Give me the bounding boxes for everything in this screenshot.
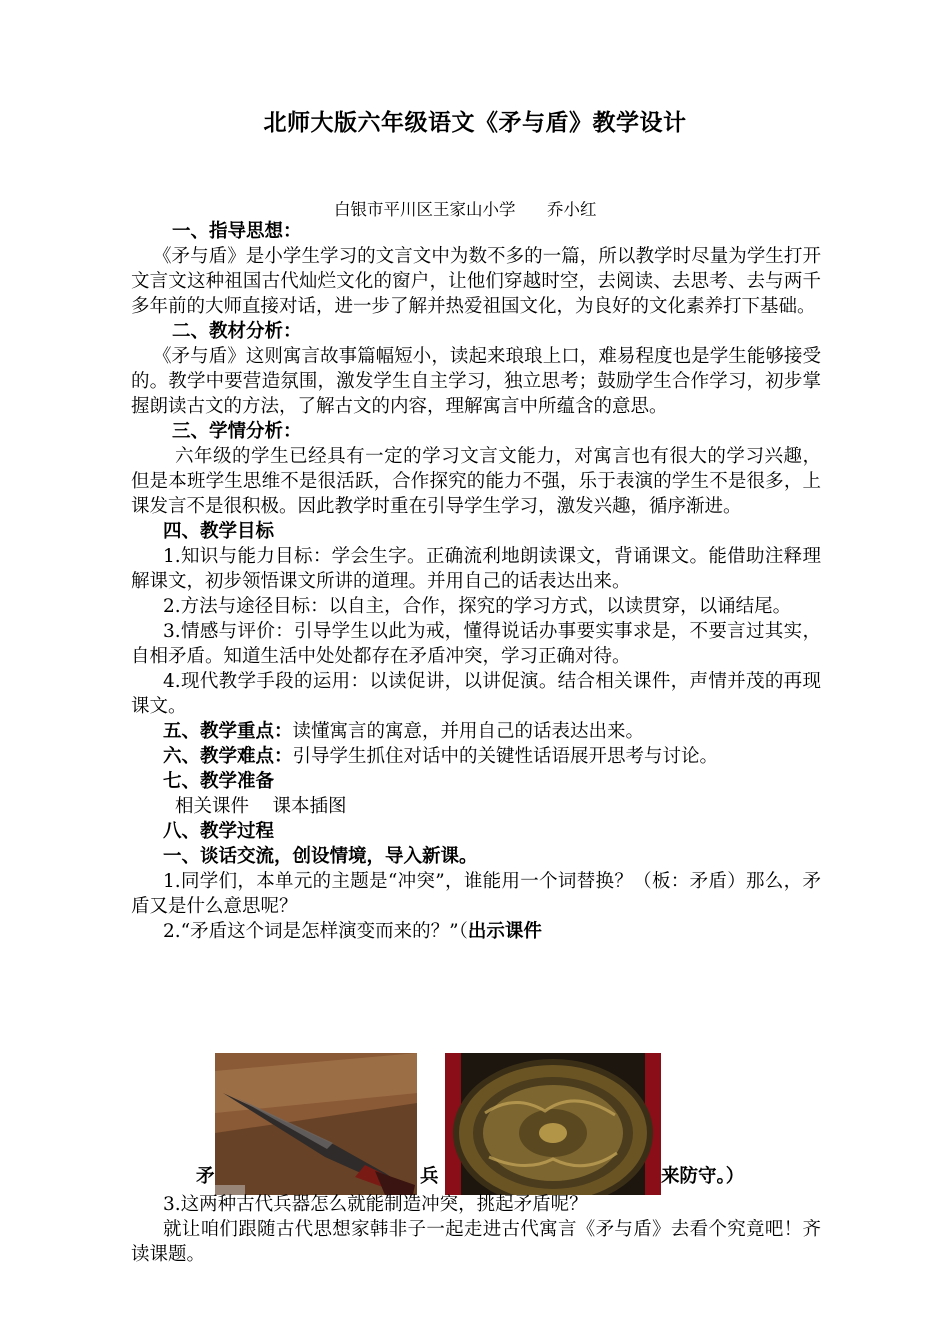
- caption-fragment-left: 矛: [196, 1166, 215, 1187]
- subsection-heading-introduction: 一、谈话交流，创设情境，导入新课。: [163, 846, 478, 867]
- preparation-text: 相关课件 课本插图: [175, 796, 347, 817]
- paragraph-student-analysis: 六年级的学生已经具有一定的学习文言文能力，对寓言也有很大的学习兴趣，但是本班学生思维不是很活跃，合作探究的能力不强，乐于表演的学生不是很多，上课发言不是很积极。因此教学时重在引导学生学习，激发兴趣，循序渐进。: [131, 446, 821, 517]
- section-heading-student-analysis: 三、学情分析：: [172, 421, 302, 442]
- goal-item: 3.情感与评价：引导学生以此为戒，懂得说话办事要实事求是，不要言过其实，自相矛盾。知道生活中处处都存在矛盾冲突，学习正确对待。: [131, 621, 821, 667]
- show-courseware-label: 出示课件: [467, 921, 542, 942]
- teaching-difficulty-line: [131, 744, 821, 769]
- section-heading-material-analysis: 二、教材分析：: [172, 321, 302, 342]
- section-heading-teaching-process: 八、教学过程: [163, 821, 275, 842]
- process-paragraph-1: 1.同学们，本单元的主题是“冲突”，谁能用一个词替换？（板：矛盾）那么，矛盾又是什么意思呢？: [131, 871, 821, 917]
- document-body: [131, 219, 821, 944]
- section-heading-guiding-thought: 一、指导思想：: [172, 221, 302, 242]
- section-heading-preparation: 七、教学准备: [163, 771, 275, 792]
- goal-item: 1.知识与能力目标：学会生字。正确流利地朗读课文，背诵课文。能借助注释理解课文，初步领悟课文所讲的道理。并用自己的话表达出来。: [131, 546, 821, 592]
- teaching-key-point-line: [131, 719, 821, 744]
- paragraph-material-analysis: 《矛与盾》这则寓言故事篇幅短小，读起来琅琅上口，难易程度也是学生能够接受的。教学中要营造氛围，激发学生自主学习，独立思考；鼓励学生合作学习，初步掌握朗读古文的方法，了解古文的内容，理解寓言中所蕴含的意思。: [131, 346, 821, 417]
- key-point-text: 读懂寓言的寓意，并用自己的话表达出来。: [292, 721, 645, 742]
- document-title: 北师大版六年级语文《矛与盾》教学设计: [263, 110, 687, 136]
- goal-item: 4.现代教学手段的运用：以读促讲，以讲促演。结合相关课件，声情并茂的再现课文。: [131, 671, 821, 717]
- section-heading-teaching-goals: 四、教学目标: [163, 521, 275, 542]
- process-paragraph-2-text: 2.“矛盾这个词是怎样演变而来的？”（: [163, 921, 468, 942]
- section-heading-difficulty: 六、教学难点：: [163, 746, 293, 767]
- document-body-continued: [131, 1192, 821, 1267]
- paragraph-guiding-thought: 《矛与盾》是小学生学习的文言文中为数不多的一篇，所以教学时尽量为学生打开文言文这种祖国古代灿烂文化的窗户，让他们穿越时空，去阅读、去思考、去与两千多年前的大师直接对话，进一步了解并热爱祖国文化，为良好的文化素养打下基础。: [131, 246, 821, 317]
- goal-item: 2.方法与途径目标：以自主，合作，探究的学习方式，以读贯穿，以诵结尾。: [163, 596, 792, 617]
- author-line: 白银市平川区王家山小学 乔小红: [334, 200, 597, 219]
- process-paragraph-4: 就让咱们跟随古代思想家韩非子一起走进古代寓言《矛与盾》去看个究竟吧！齐读课题。: [131, 1219, 821, 1265]
- process-paragraph-3: 3.这两种古代兵器怎么就能制造冲突，挑起矛盾呢？: [163, 1194, 588, 1215]
- process-paragraph-2: [131, 919, 821, 944]
- difficulty-text: 引导学生抓住对话中的关键性话语展开思考与讨论。: [292, 746, 719, 767]
- section-heading-key-point: 五、教学重点：: [163, 721, 293, 742]
- image-caption-line: [0, 1163, 950, 1191]
- caption-fragment-middle: 兵: [420, 1166, 439, 1187]
- caption-fragment-right: 来防守。）: [661, 1166, 745, 1187]
